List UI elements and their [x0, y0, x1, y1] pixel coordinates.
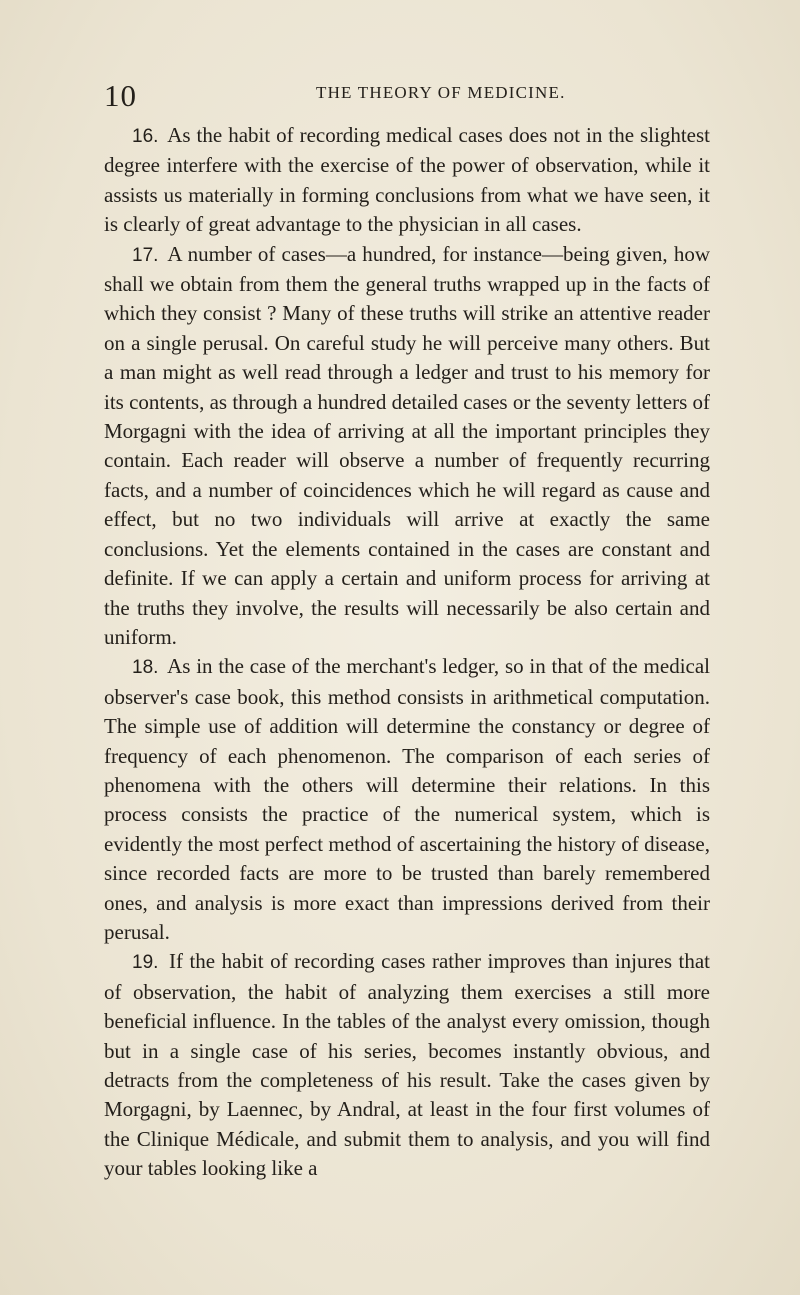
- paragraph-number: 19.: [132, 952, 159, 974]
- paragraph-16: [104, 121, 710, 240]
- paragraph-text: As in the case of the merchant's ledger, so in that of the medical observer's case book, this method consists in arithmetical computation. The simple use of addition will determine the constancy or degree of frequency of each phenomenon. The comparison of each series of phenomena with the others will determine their relations. In this process consists the practice of the numerical system, which is evidently the most perfect method of ascertaining the history of disease, since recorded facts are more to be trusted than barely remembered ones, and analysis is more exact than impressions derived from their perusal.: [104, 654, 711, 944]
- running-head: [104, 78, 710, 118]
- paragraph-text: As the habit of recording medical cases does not in the slightest degree interfere with the exercise of the power of observation, while it assists us materially in forming conclusions from what we have seen, it is clearly of great advantage to the physician in all cases.: [104, 123, 710, 237]
- paragraph-number: 18.: [132, 657, 159, 679]
- paragraph-19: [104, 947, 710, 1183]
- page-number: 10: [104, 78, 137, 113]
- paragraph-text: A number of cases—a hundred, for instance—being given, how shall we obtain from them the general truths wrapped up in the facts of which they consist ? Many of these truths will strike an attentive reader on a single perusal. On careful study he will perceive many others. But a man might as well read through a ledger and trust to his memory for its contents, as through a hundred detailed cases or the seventy letters of Morgagni with the idea of arriving at all the important principles they contain. Each reader will observe a number of frequently recurring facts, and a number of coincidences which he will regard as cause and effect, but no two individuals will arrive at exactly the same conclusions. Yet the elements contained in the cases are constant and definite. If we can apply a certain and uniform process for arriving at the truths they involve, the results will necessarily be also certain and uniform.: [104, 241, 711, 649]
- paragraph-text: If the habit of recording cases rather improves than injures that of observation, the habit of analyzing them exercises a still more beneficial influence. In the tables of the analyst every omission, though but in a single case of his series, becomes instantly obvious, and detracts from the completeness of his result. Take the cases given by Morgagni, by Laennec, by Andral, at least in the four first volumes of the Clinique Médicale, and submit them to analysis, and you will find your tables looking like a: [104, 949, 711, 1181]
- paragraph-18: [104, 652, 710, 947]
- running-title: THE THEORY OF MEDICINE.: [316, 83, 566, 102]
- paragraph-17: [104, 240, 710, 653]
- body-text: [104, 121, 710, 1184]
- paragraph-number: 16.: [132, 126, 159, 147]
- paragraph-number: 17.: [132, 244, 159, 266]
